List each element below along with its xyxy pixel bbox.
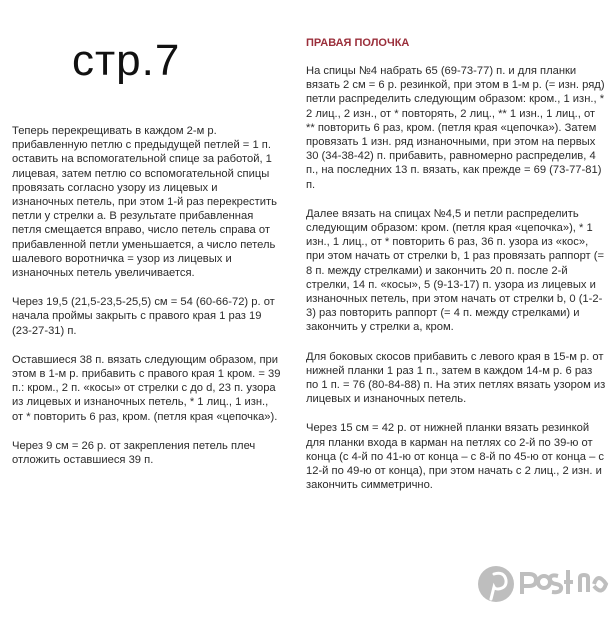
pinterest-logo-icon — [474, 548, 612, 612]
right-paragraph-4: Через 15 см = 42 р. от нижней планки вязать резинкой для планки входа в карман на петлях со 2-й по 39-ю от конца (с 4-й по 41-ю от конца – с 8-й по 45-ю от конца – с 12-й по 49-ю от конца), при этом начать с 2 лиц., 2 изн. и закончить симметрично. — [306, 422, 604, 492]
right-paragraph-2: Далее вязать на спицах №4,5 и петли распределить следующим образом: кром. (петля края «цепочка»), * 1 изн., 1 лиц., от * повторить 6 раз, 36 п. узора из «кос», при этом начать от стрелки b, 1 раз провязать раппорт (= 8 п. между стрелками) и закончить 20 п. после 2-й стрелки, 14 п. «косы», 5 (9-13-17) п. узора из лицевых и изнаночных петель, при этом начать от стрелки b, 0 (1-2-3) раз повторить раппорт (= 4 п. между стрелками) и закончить у стрелки a, кром. — [306, 207, 605, 334]
left-column — [12, 124, 282, 482]
right-paragraph-3: Для боковых скосов прибавить с левого края в 15-м р. от нижней планки 1 раз 1 п., затем в каждом 14-м р. 6 раз по 1 п. = 76 (80-84-88) п. На этих петлях вязать узором из лицевых и изнаночных петель. — [306, 350, 606, 406]
left-paragraph-3: Оставшиеся 38 п. вязать следующим образом, при этом в 1-м р. прибавить с правого края 1 кром. = 39 п.: кром., 2 п. «косы» от стрелки с до d, 23 п. узора из лицевых и изнаночных петель, * 1 лиц., 1 изн., от * повторить 6 раз, кром. (петля края «цепочка»). — [12, 353, 281, 423]
left-paragraph-2: Через 19,5 (21,5-23,5-25,5) см = 54 (60-66-72) р. от начала проймы закрыть с правого края 1 раз 19 (23-27-31) п. — [12, 296, 275, 337]
left-paragraph-1: Теперь перекрещивать в каждом 2-м р. прибавленную петлю с предыдущей петлей = 1 п. оставить на вспомогательной спице за работой, 1 лицевая, затем петлю со вспомогательной спицы провязать согласно узору из лицевых и изнаночных петель, при этом 1-й раз перекрестить петли у стрелки a. В результате прибавленная петля смещается вправо, число петель справа от прибавленной петли уменьшается, а число петель шалевого воротничка = узор из лицевых и изнаночных петель увеличивается. — [12, 125, 277, 280]
left-paragraph-4: Через 9 см = 26 р. от закрепления петель плеч отложить оставшиеся 39 п. — [12, 439, 256, 467]
section-title: ПРАВАЯ ПОЛОЧКА — [306, 37, 410, 49]
page-number: стр.7 — [72, 36, 181, 85]
right-paragraph-1: На спицы №4 набрать 65 (69-73-77) п. и для планки вязать 2 см = 6 р. резинкой, при этом в 1-м р. (= изн. ряд) петли распределить следующим образом: кром., 1 изн., * 2 лиц., 2 изн., от * повторять, 2 лиц., ** 1 изн., 1 лиц., от ** повторить 6 раз, кром. (петля края «цепочка»). Затем провязать 1 изн. ряд изнаночными, при этом на первых 30 (34-38-42) п. прибавить, равномерно распределив, 4 п., на последних 13 п. вязать, как прежде = 69 (73-77-81) п. — [306, 65, 605, 191]
right-column — [306, 64, 606, 507]
